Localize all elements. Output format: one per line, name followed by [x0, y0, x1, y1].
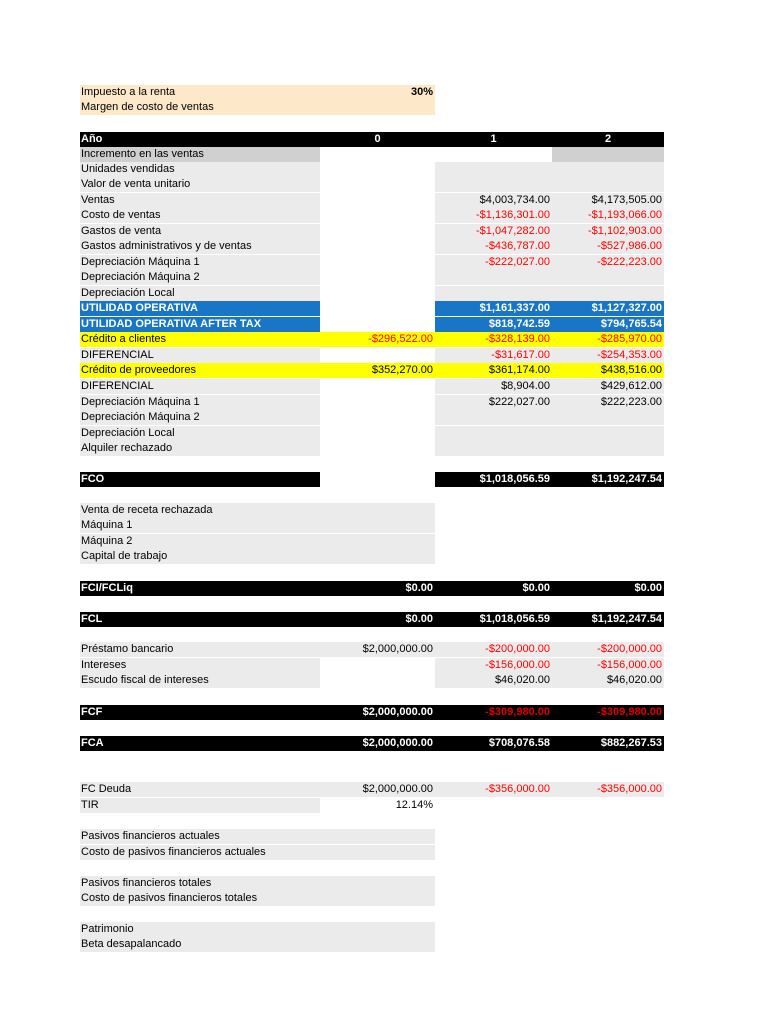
- table-row: Escudo fiscal de intereses $46,020.00 $46,020.00: [81, 674, 662, 686]
- fco-row: FCO $1,018,056.59 $1,192,247.54: [81, 473, 662, 485]
- table-row: Préstamo bancario $2,000,000.00 -$200,000.00 -$200,000.00: [81, 643, 662, 655]
- client-credit-row: Crédito a clientes -$296,522.00 -$328,139.00 -$285,970.00: [81, 333, 662, 345]
- table-row: Ventas $4,003,734.00 $4,173,505.00: [81, 194, 662, 206]
- supplier-credit-row: Crédito de proveedores $352,270.00 $361,174.00 $438,516.00: [81, 364, 662, 376]
- operating-income-row: UTILIDAD OPERATIVA $1,161,337.00 $1,127,327.00: [81, 302, 662, 314]
- table-row: Máquina 1: [80, 518, 664, 533]
- year-header-label: Año: [81, 133, 103, 145]
- table-row: FC Deuda $2,000,000.00 -$356,000.00 -$356,000.00: [81, 783, 662, 795]
- table-row: TIR 12.14%: [81, 799, 433, 811]
- table-row: Incremento en las ventas: [80, 147, 664, 162]
- table-row: Pasivos financieros totales: [80, 876, 664, 891]
- table-row: Costo de pasivos financieros totales: [80, 891, 664, 906]
- year-1: 1: [490, 133, 497, 145]
- operating-income-after-tax-row: UTILIDAD OPERATIVA AFTER TAX $818,742.59 $794,765.54: [81, 318, 662, 330]
- year-2: 2: [604, 133, 612, 145]
- table-row: DIFERENCIAL -$31,617.00 -$254,353.00: [81, 349, 662, 361]
- year-0: 0: [374, 133, 381, 145]
- table-row: Venta de receta rechazada: [80, 503, 664, 518]
- table-row: DIFERENCIAL $8,904.00 $429,612.00: [81, 380, 662, 392]
- table-row: Gastos de venta -$1,047,282.00 -$1,102,903.00: [81, 225, 662, 237]
- table-row: Patrimonio: [80, 922, 664, 937]
- table-row: Depreciación Máquina 2: [80, 270, 664, 285]
- table-row: Costo de ventas -$1,136,301.00 -$1,193,066.00: [81, 209, 662, 221]
- table-row: Capital de trabajo: [80, 549, 664, 564]
- tax-value: 30%: [410, 86, 433, 98]
- fca-row: FCA $2,000,000.00 $708,076.58 $882,267.53: [81, 737, 662, 749]
- table-row: Depreciación Máquina 1 -$222,027.00 -$222,223.00: [81, 256, 662, 268]
- fcl-row: FCL $0.00 $1,018,056.59 $1,192,247.54: [81, 613, 662, 625]
- table-row: Gastos administrativos y de ventas -$436,787.00 -$527,986.00: [81, 240, 662, 252]
- table-row: Beta desapalancado: [80, 937, 664, 952]
- table-row: Depreciación Máquina 2: [80, 410, 664, 425]
- table-row: Depreciación Local: [80, 426, 664, 441]
- table-row: Alquiler rechazado: [80, 441, 664, 456]
- table-row: Unidades vendidas: [80, 162, 664, 177]
- year-header-row: [80, 132, 664, 147]
- tax-label: Impuesto a la renta: [81, 86, 176, 98]
- table-row: Intereses -$156,000.00 -$156,000.00: [81, 659, 662, 671]
- table-row: Pasivos financieros actuales: [80, 829, 664, 844]
- table-row: Máquina 2: [80, 534, 664, 549]
- fcf-row: FCF $2,000,000.00 -$309,980.00 -$309,980.00: [81, 706, 662, 718]
- table-row: Costo de pasivos financieros actuales: [80, 845, 664, 860]
- margin-row: [80, 100, 664, 115]
- table-row: Depreciación Local: [80, 286, 664, 301]
- tax-row: [80, 85, 664, 100]
- table-row: Depreciación Máquina 1 $222,027.00 $222,223.00: [81, 396, 662, 408]
- table-row: Valor de venta unitario: [80, 177, 664, 192]
- margin-label: Margen de costo de ventas: [81, 101, 214, 113]
- fci-row: FCI/FCLiq $0.00 $0.00 $0.00: [81, 582, 662, 594]
